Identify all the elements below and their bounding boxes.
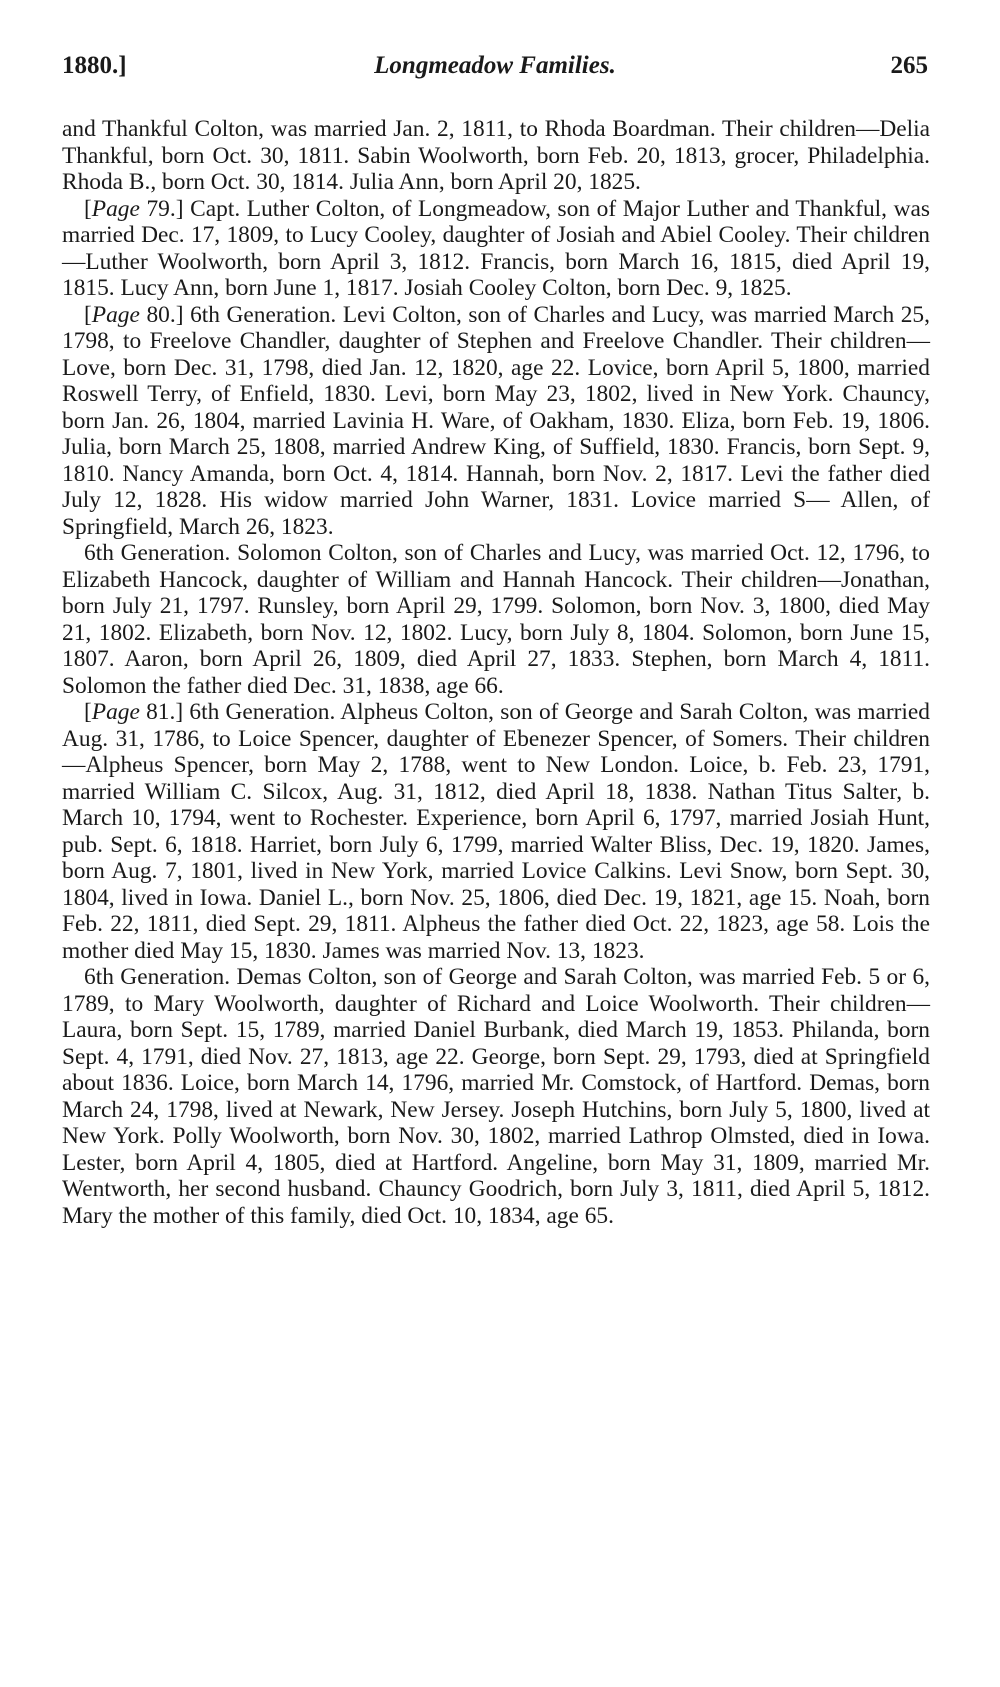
page-reference-word: Page [91, 699, 140, 725]
body-text [62, 116, 930, 1229]
paragraph-demas-colton [62, 964, 930, 1229]
page-reference-number: 80. [146, 301, 176, 328]
header-title: Longmeadow Families. [374, 52, 616, 79]
paragraph-text: and Thankful Colton, was married Jan. 2, 1811, to Rhoda Boardman. Their children—Delia Thankful, born Oct. 30, 1811. Sabin Woolworth, born Feb. 20, 1813, grocer, Philadelphia. Rhoda B., born Oct. 30, 1814. Julia Ann, born April 20, 1825. [62, 116, 930, 195]
page-reference-word: Page [91, 301, 140, 328]
page-reference: [Page 79.] [84, 195, 184, 222]
page-reference-word: Page [91, 195, 140, 222]
paragraph-text: 6th Generation. Solomon Colton, son of Charles and Lucy, was married Oct. 12, 1796, to Elizabeth Hancock, daughter of William and Hannah Hancock. Their children—Jonathan, born July 21, 1797. Runsley, born April 29, 1799. Solomon, born Nov. 3, 1800, died May 21, 1802. Elizabeth, born Nov. 12, 1802. Lucy, born July 8, 1804. Solomon, born June 15, 1807. Aaron, born April 26, 1809, died April 27, 1833. Stephen, born March 4, 1811. Solomon the father died Dec. 31, 1838, age 66. [62, 540, 930, 699]
paragraph-page-81 [62, 699, 930, 964]
paragraph-page-80 [62, 302, 930, 541]
paragraph-continuation [62, 116, 930, 196]
paragraph-text: 6th Generation. Levi Colton, son of Charles and Lucy, was married March 25, 1798, to Freelove Chandler, daughter of Stephen and Freelove Chandler. Their children—Love, born Dec. 31, 1798, died Jan. 12, 1820, age 22. Lovice, born April 5, 1800, married Roswell Terry, of Enfield, 1830. Levi, born May 23, 1802, lived in New York. Chauncy, born Jan. 26, 1804, married Lavinia H. Ware, of Oakham, 1830. Eliza, born Feb. 19, 1806. Julia, born March 25, 1808, married Andrew King, of Suffield, 1830. Francis, born Sept. 9, 1810. Nancy Amanda, born Oct. 4, 1814. Hannah, born Nov. 2, 1817. Levi the father died July 12, 1828. His widow married John Warner, 1831. Lovice married S— Allen, of Springfield, March 26, 1823. [62, 301, 930, 540]
paragraph-page-79 [62, 196, 930, 302]
paragraph-text: 6th Generation. Demas Colton, son of George and Sarah Colton, was married Feb. 5 or 6, 1789, to Mary Woolworth, daughter of Richard and Loice Woolworth. Their children—Laura, born Sept. 15, 1789, married Daniel Burbank, died March 19, 1853. Philanda, born Sept. 4, 1791, died Nov. 27, 1813, age 22. George, born Sept. 29, 1793, died at Springfield about 1836. Loice, born March 14, 1796, married Mr. Comstock, of Hartford. Demas, born March 24, 1798, lived at Newark, New Jersey. Joseph Hutchins, born July 5, 1800, lived at New York. Polly Woolworth, born Nov. 30, 1802, married Lathrop Olmsted, died in Iowa. Lester, born April 4, 1805, died at Hartford. Angeline, born May 31, 1809, married Mr. Wentworth, her second husband. Chauncy Goodrich, born July 3, 1811, died April 5, 1812. Mary the mother of this family, died Oct. 10, 1834, age 65. [62, 964, 930, 1229]
page-reference: [Page 80.] [84, 301, 184, 328]
page-number: 265 [890, 52, 928, 79]
page-reference: [Page 81.] [84, 699, 184, 725]
page-reference-number: 79. [146, 195, 176, 222]
paragraph-solomon-colton [62, 540, 930, 699]
page-reference-number: 81. [146, 699, 176, 725]
paragraph-text: 6th Generation. Alpheus Colton, son of George and Sarah Colton, was married Aug. 31, 1786, to Loice Spencer, daughter of Ebenezer Spencer, of Somers. Their children—Alpheus Spencer, born May 2, 1788, went to New London. Loice, b. Feb. 23, 1791, married William C. Silcox, Aug. 31, 1812, died April 18, 1838. Nathan Titus Salter, b. March 10, 1794, went to Rochester. Experience, born April 6, 1797, married Josiah Hunt, pub. Sept. 6, 1818. Harriet, born July 6, 1799, married Walter Bliss, Dec. 19, 1820. James, born Aug. 7, 1801, lived in New York, married Lovice Calkins. Levi Snow, born Sept. 30, 1804, lived in Iowa. Daniel L., born Nov. 25, 1806, died Dec. 19, 1821, age 15. Noah, born Feb. 22, 1811, died Sept. 29, 1811. Alpheus the father died Oct. 22, 1823, age 58. Lois the mother died May 15, 1830. James was married Nov. 13, 1823. [62, 699, 930, 964]
paragraph-text: Capt. Luther Colton, of Longmeadow, son of Major Luther and Thankful, was married Dec. 17, 1809, to Lucy Cooley, daughter of Josiah and Abiel Cooley. Their children—Luther Woolworth, born April 3, 1812. Francis, born March 16, 1815, died April 19, 1815. Lucy Ann, born June 1, 1817. Josiah Cooley Colton, born Dec. 9, 1825. [62, 195, 930, 301]
running-head [62, 52, 928, 92]
header-year: 1880.] [62, 52, 127, 79]
